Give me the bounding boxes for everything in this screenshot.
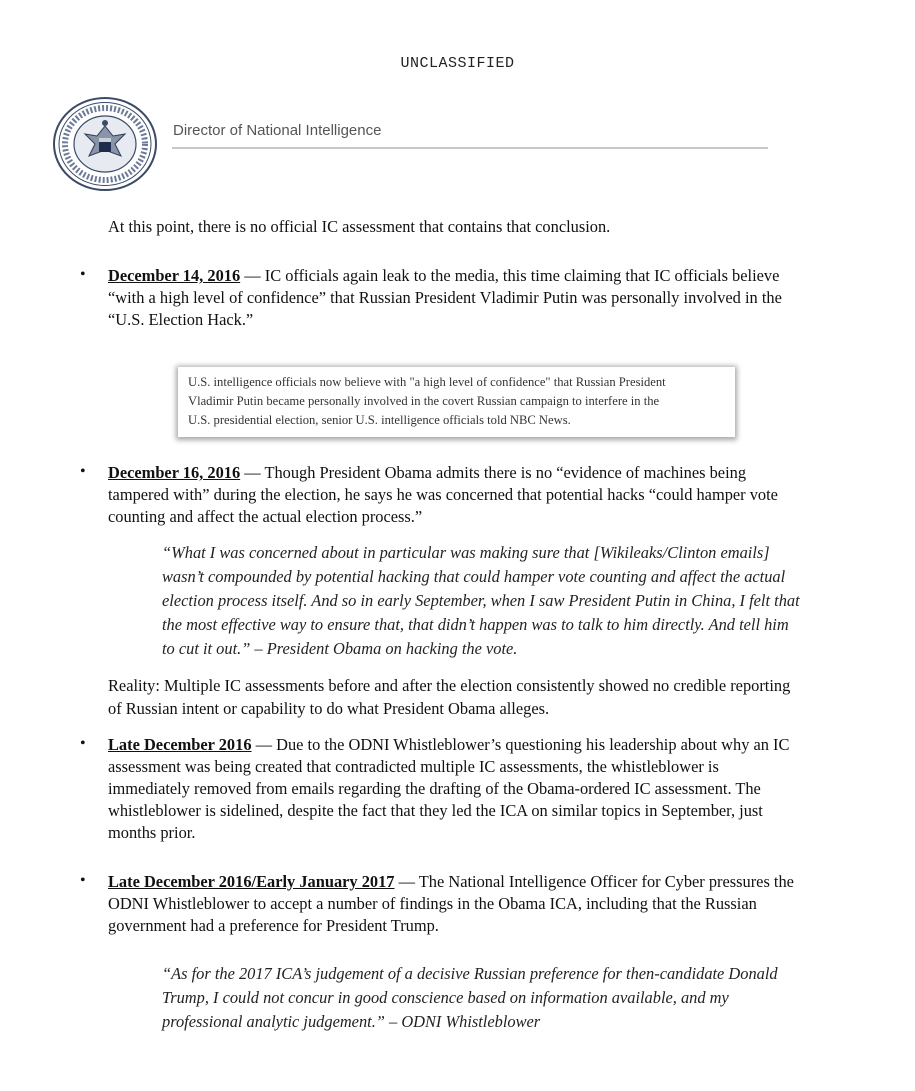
intro-paragraph: At this point, there is no official IC assessment that contains that conclusion. [108, 217, 611, 236]
bullet-date: Late December 2016 [108, 735, 252, 754]
whistleblower-quote: “As for the 2017 ICA’s judgement of a decisive Russian preference for then-candidate Donald Trump, I could not concur in good conscience based on information available, and my professional analytic judgement.” – ODNI Whistleblower [162, 964, 778, 1031]
dni-seal-icon [53, 96, 159, 192]
classification-marking: UNCLASSIFIED [400, 55, 515, 72]
bullet-dec-16: December 16, 2016 — Though President Obama admits there is no “evidence of machines being tampered with” during the election, he says he was concerned that potential hacks “could hamper vote counting and affect the actual election process.” [108, 463, 778, 526]
header-rule [172, 147, 768, 149]
bullet-late-dec: Late December 2016 — Due to the ODNI Whistleblower’s questioning his leadership about why an IC assessment was being created that contradicted multiple IC assessments, the whistleblower is immediately removed from emails regarding the drafting of the Obama-ordered IC assessment. The whistleblower is sidelined, despite the fact that they led the ICA on similar topics in September, just months prior. [108, 735, 790, 842]
bullet-late-dec-early-jan: Late December 2016/Early January 2017 — The National Intelligence Officer for Cyber pressures the ODNI Whistleblower to accept a number of findings in the Obama ICA, including that the Russian government had a preference for President Trump. [108, 872, 794, 935]
bullet-date: December 14, 2016 [108, 266, 241, 285]
obama-quote: “What I was concerned about in particular was making sure that [Wikileaks/Clinton emails] wasn’t compounded by potential hacking that could hamper vote counting and affect the actual election process itself. And so in early September, when I saw President Putin in China, I felt that the most effective way to ensure that, that didn’t happen was to talk to him directly. And tell him to cut it out.” – President Obama on hacking the vote. [162, 543, 800, 658]
reality-paragraph: Reality: Multiple IC assessments before and after the election consistently showed no credible reporting of Russian intent or capability to do what President Obama alleges. [108, 676, 791, 718]
bullet-dot: • [80, 463, 86, 480]
bullet-dot: • [80, 872, 86, 889]
bullet-dot: • [80, 266, 86, 283]
clipping-text: U.S. intelligence officials now believe with "a high level of confidence" that Russian President Vladimir Putin became personally involved in the covert Russian campaign to interfere in the U.S. presidential election, senior U.S. intelligence officials told NBC News. [188, 375, 666, 427]
news-clipping [178, 367, 735, 437]
agency-name: Director of National Intelligence [173, 122, 382, 139]
bullet-dot: • [80, 735, 86, 752]
bullet-date: Late December 2016/Early January 2017 [108, 872, 395, 891]
bullet-dec-14: December 14, 2016 — IC officials again leak to the media, this time claiming that IC officials believe “with a high level of confidence” that Russian President Vladimir Putin was personally involved in the “U.S. Election Hack.” [108, 266, 782, 329]
bullet-date: December 16, 2016 [108, 463, 241, 482]
